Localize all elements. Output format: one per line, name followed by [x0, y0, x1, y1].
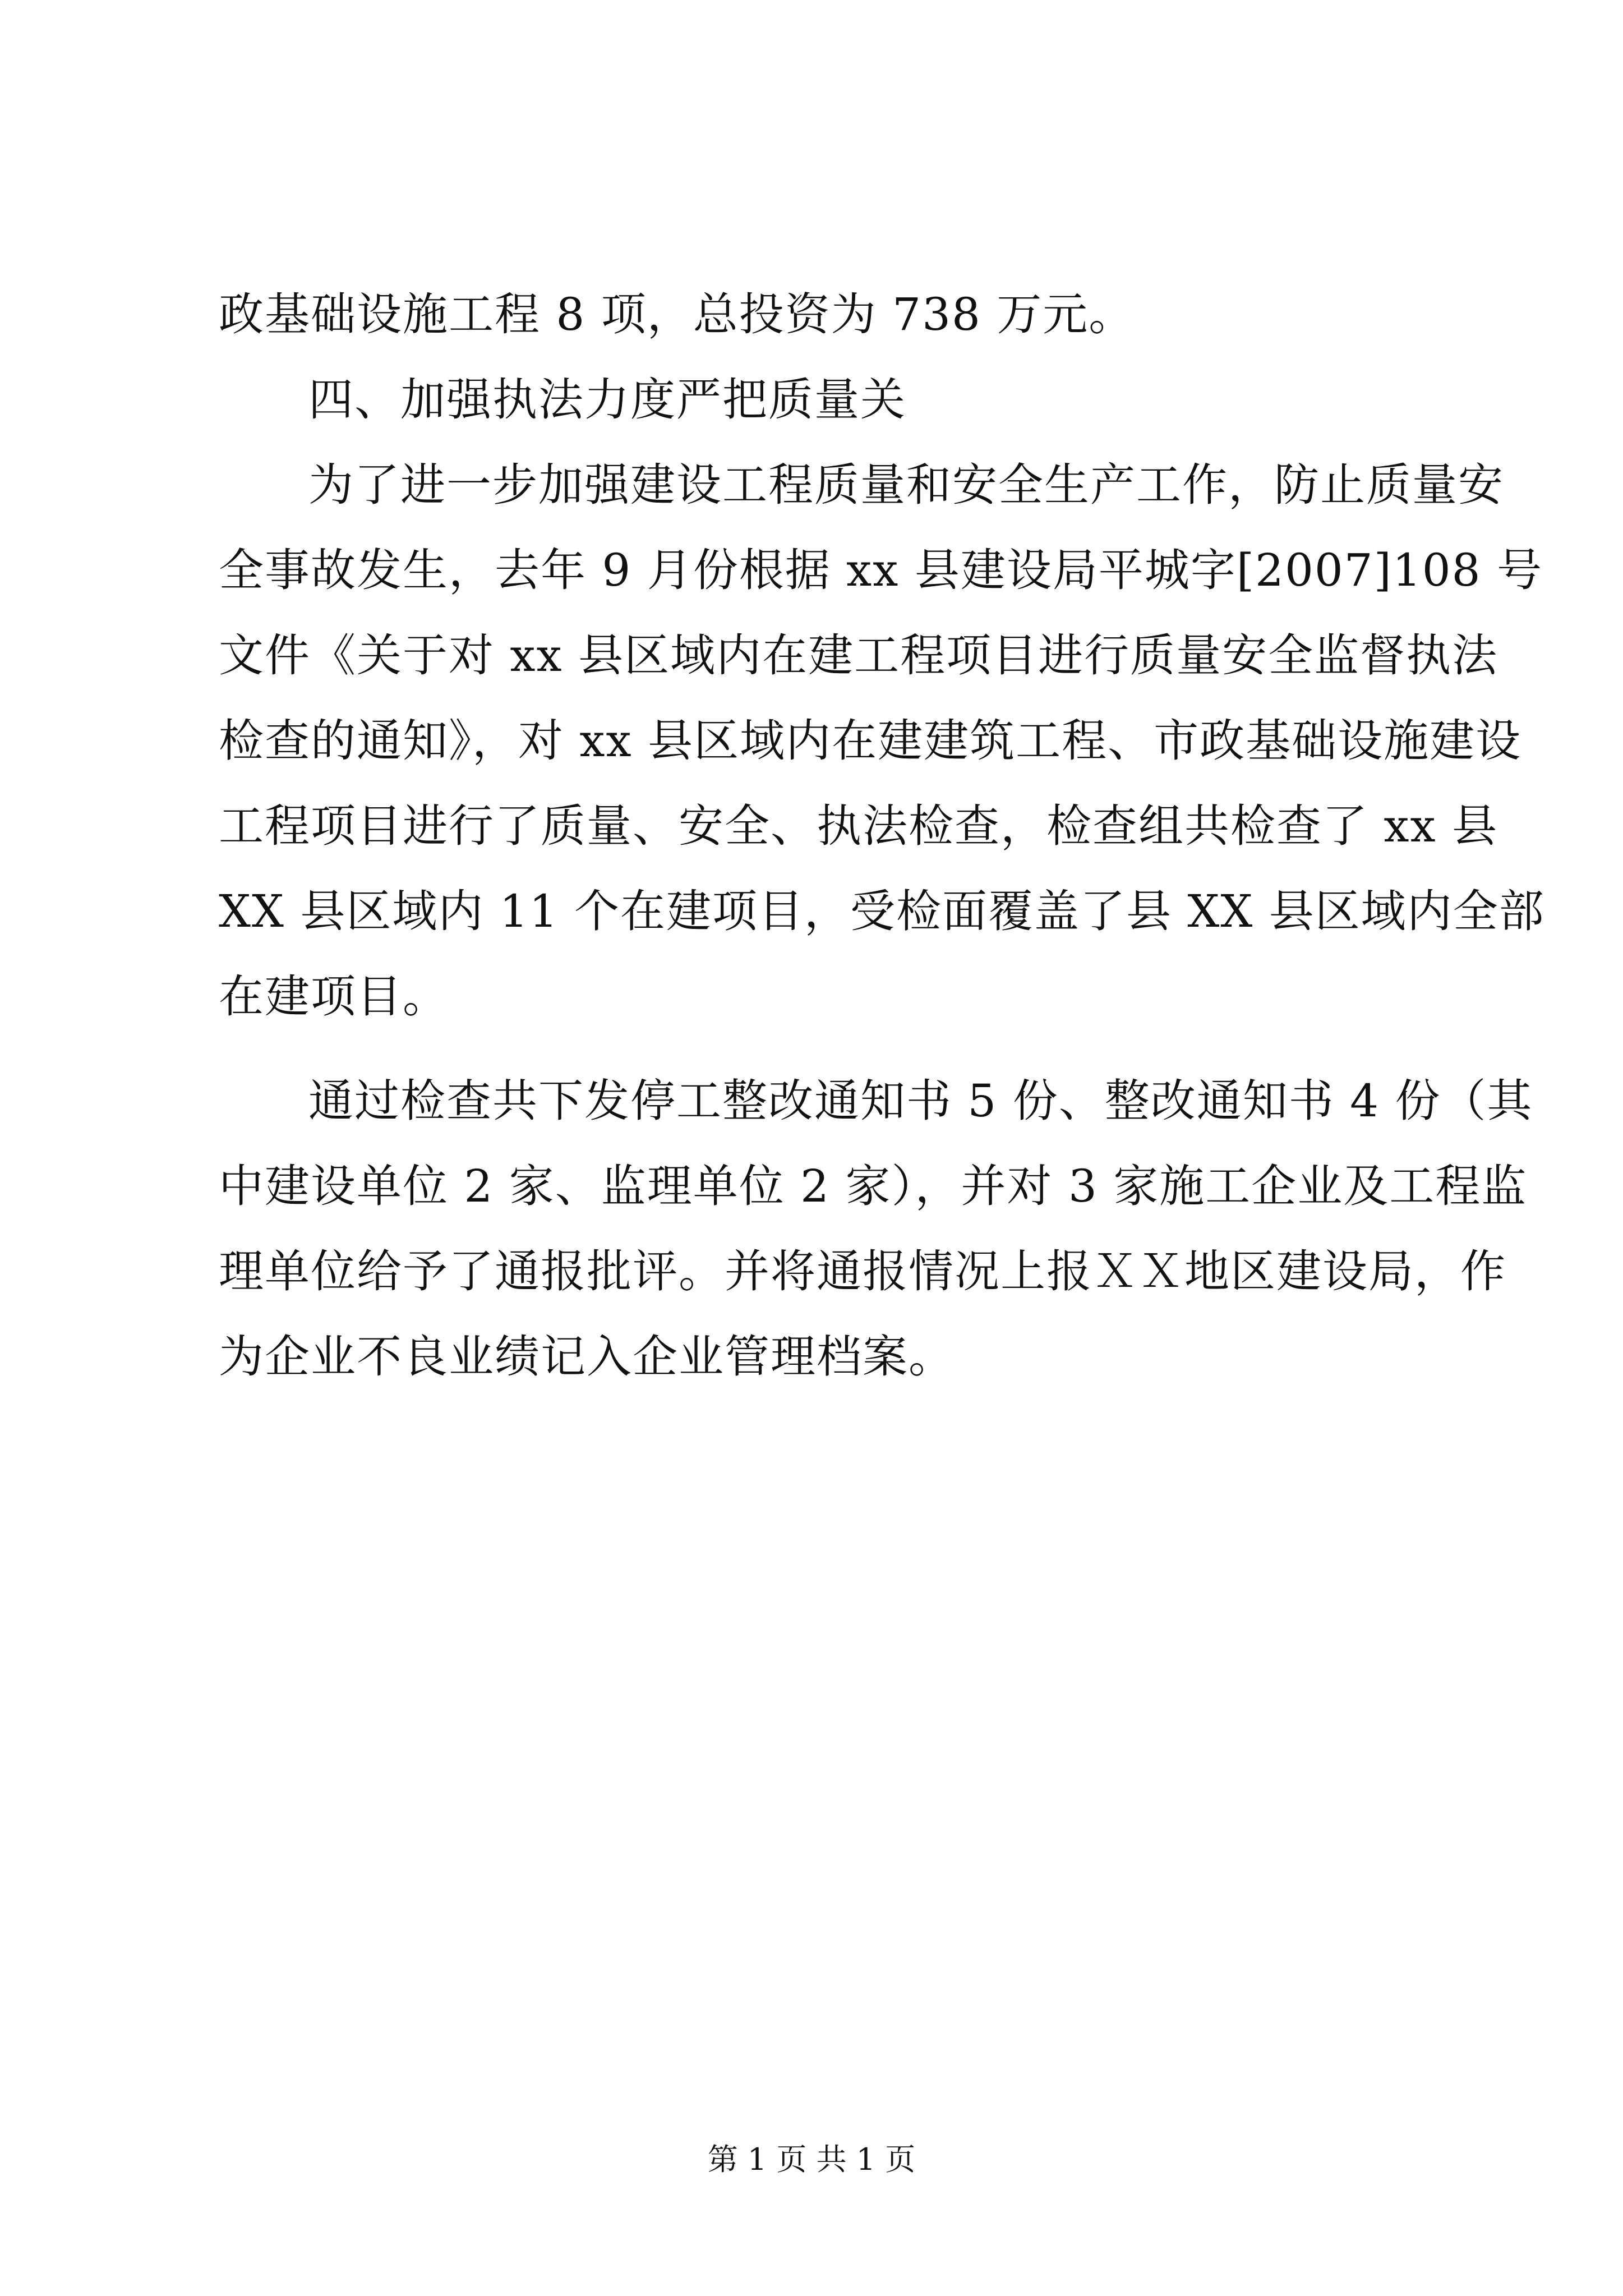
paragraph-line: 为企业不良业绩记入企业管理档案。 [219, 1331, 955, 1383]
paragraph-line: 工程项目进行了质量、安全、执法检查，检查组共检查了 xx 县 [219, 800, 1498, 852]
document-body [219, 272, 1545, 1400]
page-footer: 第 1 页 共 1 页 [707, 2142, 916, 2177]
paragraph-line: 通过检查共下发停工整改通知书 5 份、整改通知书 4 份（其 [308, 1075, 1533, 1127]
paragraph-line: XX 县区域内 11 个在建项目，受检面覆盖了县 XX 县区域内全部 [219, 885, 1545, 937]
section-heading: 四、加强执法力度严把质量关 [308, 374, 906, 426]
paragraph-line: 政基础设施工程 8 项，总投资为 738 万元。 [219, 288, 1135, 341]
paragraph-line: 检查的通知》，对 xx 县区域内在建建筑工程、市政基础设施建设 [219, 715, 1522, 767]
paragraph-line: 文件《关于对 xx 县区域内在建工程项目进行质量安全监督执法 [219, 629, 1498, 682]
paragraph-line: 中建设单位 2 家、监理单位 2 家），并对 3 家施工企业及工程监 [219, 1160, 1528, 1212]
paragraph-line: 在建项目。 [219, 970, 449, 1023]
paragraph-line: 理单位给予了通报批评。并将通报情况上报ＸＸ地区建设局，作 [219, 1245, 1506, 1297]
paragraph-line: 为了进一步加强建设工程质量和安全生产工作，防止质量安 [308, 459, 1504, 511]
paragraph-line: 全事故发生，去年 9 月份根据 xx 县建设局平城字[2007]108 号 [219, 544, 1543, 596]
paragraph-gap [219, 1039, 1424, 1059]
